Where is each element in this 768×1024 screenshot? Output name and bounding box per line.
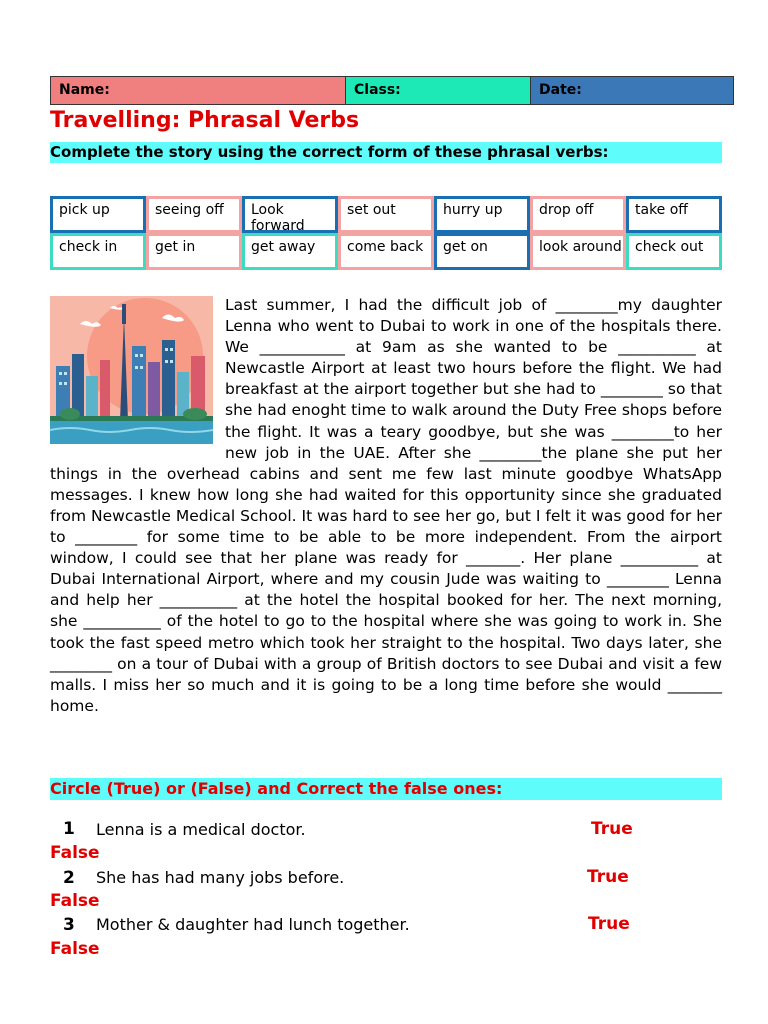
verbs-row-1: [50, 196, 722, 233]
story-text-block: [50, 295, 722, 717]
verb-cell: take off: [626, 196, 722, 233]
false-option[interactable]: False: [50, 891, 100, 911]
verb-cell: check in: [50, 233, 146, 270]
class-field[interactable]: Class:: [346, 77, 531, 104]
true-false-section-title: Circle (True) or (False) and Correct the false ones:: [50, 778, 722, 800]
verb-cell: get away: [242, 233, 338, 270]
question-number: 2: [63, 868, 75, 888]
instruction-banner: Complete the story using the correct form of these phrasal verbs:: [50, 142, 722, 163]
true-option[interactable]: True: [587, 867, 629, 887]
verbs-row-2: [50, 233, 722, 270]
story-paragraph: Last summer, I had the difficult job of ________my daughter Lenna who went to Dubai to work in one of the hospitals there. We ___________ at 9am as she wanted to be __________ at Newcastle Airport at least two hours before the flight. We had breakfast at the airport together but she had to ________ so that she had enoght time to walk around the Duty Free shops before the flight. It was a teary goodbye, but she was ________to her new job in the UAE. After she ________the plane she put her things in the overhead cabins and sent me few last minute goodbye WhatsApp messages. I knew how long she had waited for this opportunity since she graduated from Newcastle Medical School. It was hard to see her go, but I felt it was good for her to ________ for some time to be able to be more independent. From the airport window, I could see that her plane was ready for _______. Her plane __________ at Dubai International Airport, where and my cousin Jude was waiting to ________ Lenna and help her __________ at the hotel the hospital booked for her. The next morning, she __________ of the hotel to go to the hospital where she was going to work in. She took the fast speed metro which took her straight to the hospital. Two days later, she ________ on a tour of Dubai with a group of British doctors to see Dubai and visit a few malls. I miss her so much and it is going to be a long time before she would _______ home.: [50, 296, 722, 715]
false-option[interactable]: False: [50, 939, 100, 959]
verb-cell: pick up: [50, 196, 146, 233]
image-spacer: [50, 295, 225, 443]
verb-cell: seeing off: [146, 196, 242, 233]
verb-cell: look around: [530, 233, 626, 270]
true-option[interactable]: True: [588, 914, 630, 934]
student-info-header: [50, 76, 734, 105]
verb-cell: Look forward: [242, 196, 338, 233]
question-text: Lenna is a medical doctor.: [96, 820, 306, 839]
verb-cell: check out: [626, 233, 722, 270]
verb-cell: hurry up: [434, 196, 530, 233]
verb-cell: get in: [146, 233, 242, 270]
verb-cell: set out: [338, 196, 434, 233]
verb-cell: get on: [434, 233, 530, 270]
verb-cell: come back: [338, 233, 434, 270]
verb-cell: drop off: [530, 196, 626, 233]
question-number: 1: [63, 819, 75, 839]
name-field[interactable]: Name:: [51, 77, 346, 104]
date-field[interactable]: Date:: [531, 77, 733, 104]
false-option[interactable]: False: [50, 843, 100, 863]
question-number: 3: [63, 915, 75, 935]
question-text: Mother & daughter had lunch together.: [96, 915, 410, 934]
true-option[interactable]: True: [591, 819, 633, 839]
phrasal-verbs-table: [50, 196, 722, 270]
worksheet-title: Travelling: Phrasal Verbs: [50, 108, 360, 133]
question-text: She has had many jobs before.: [96, 868, 345, 887]
